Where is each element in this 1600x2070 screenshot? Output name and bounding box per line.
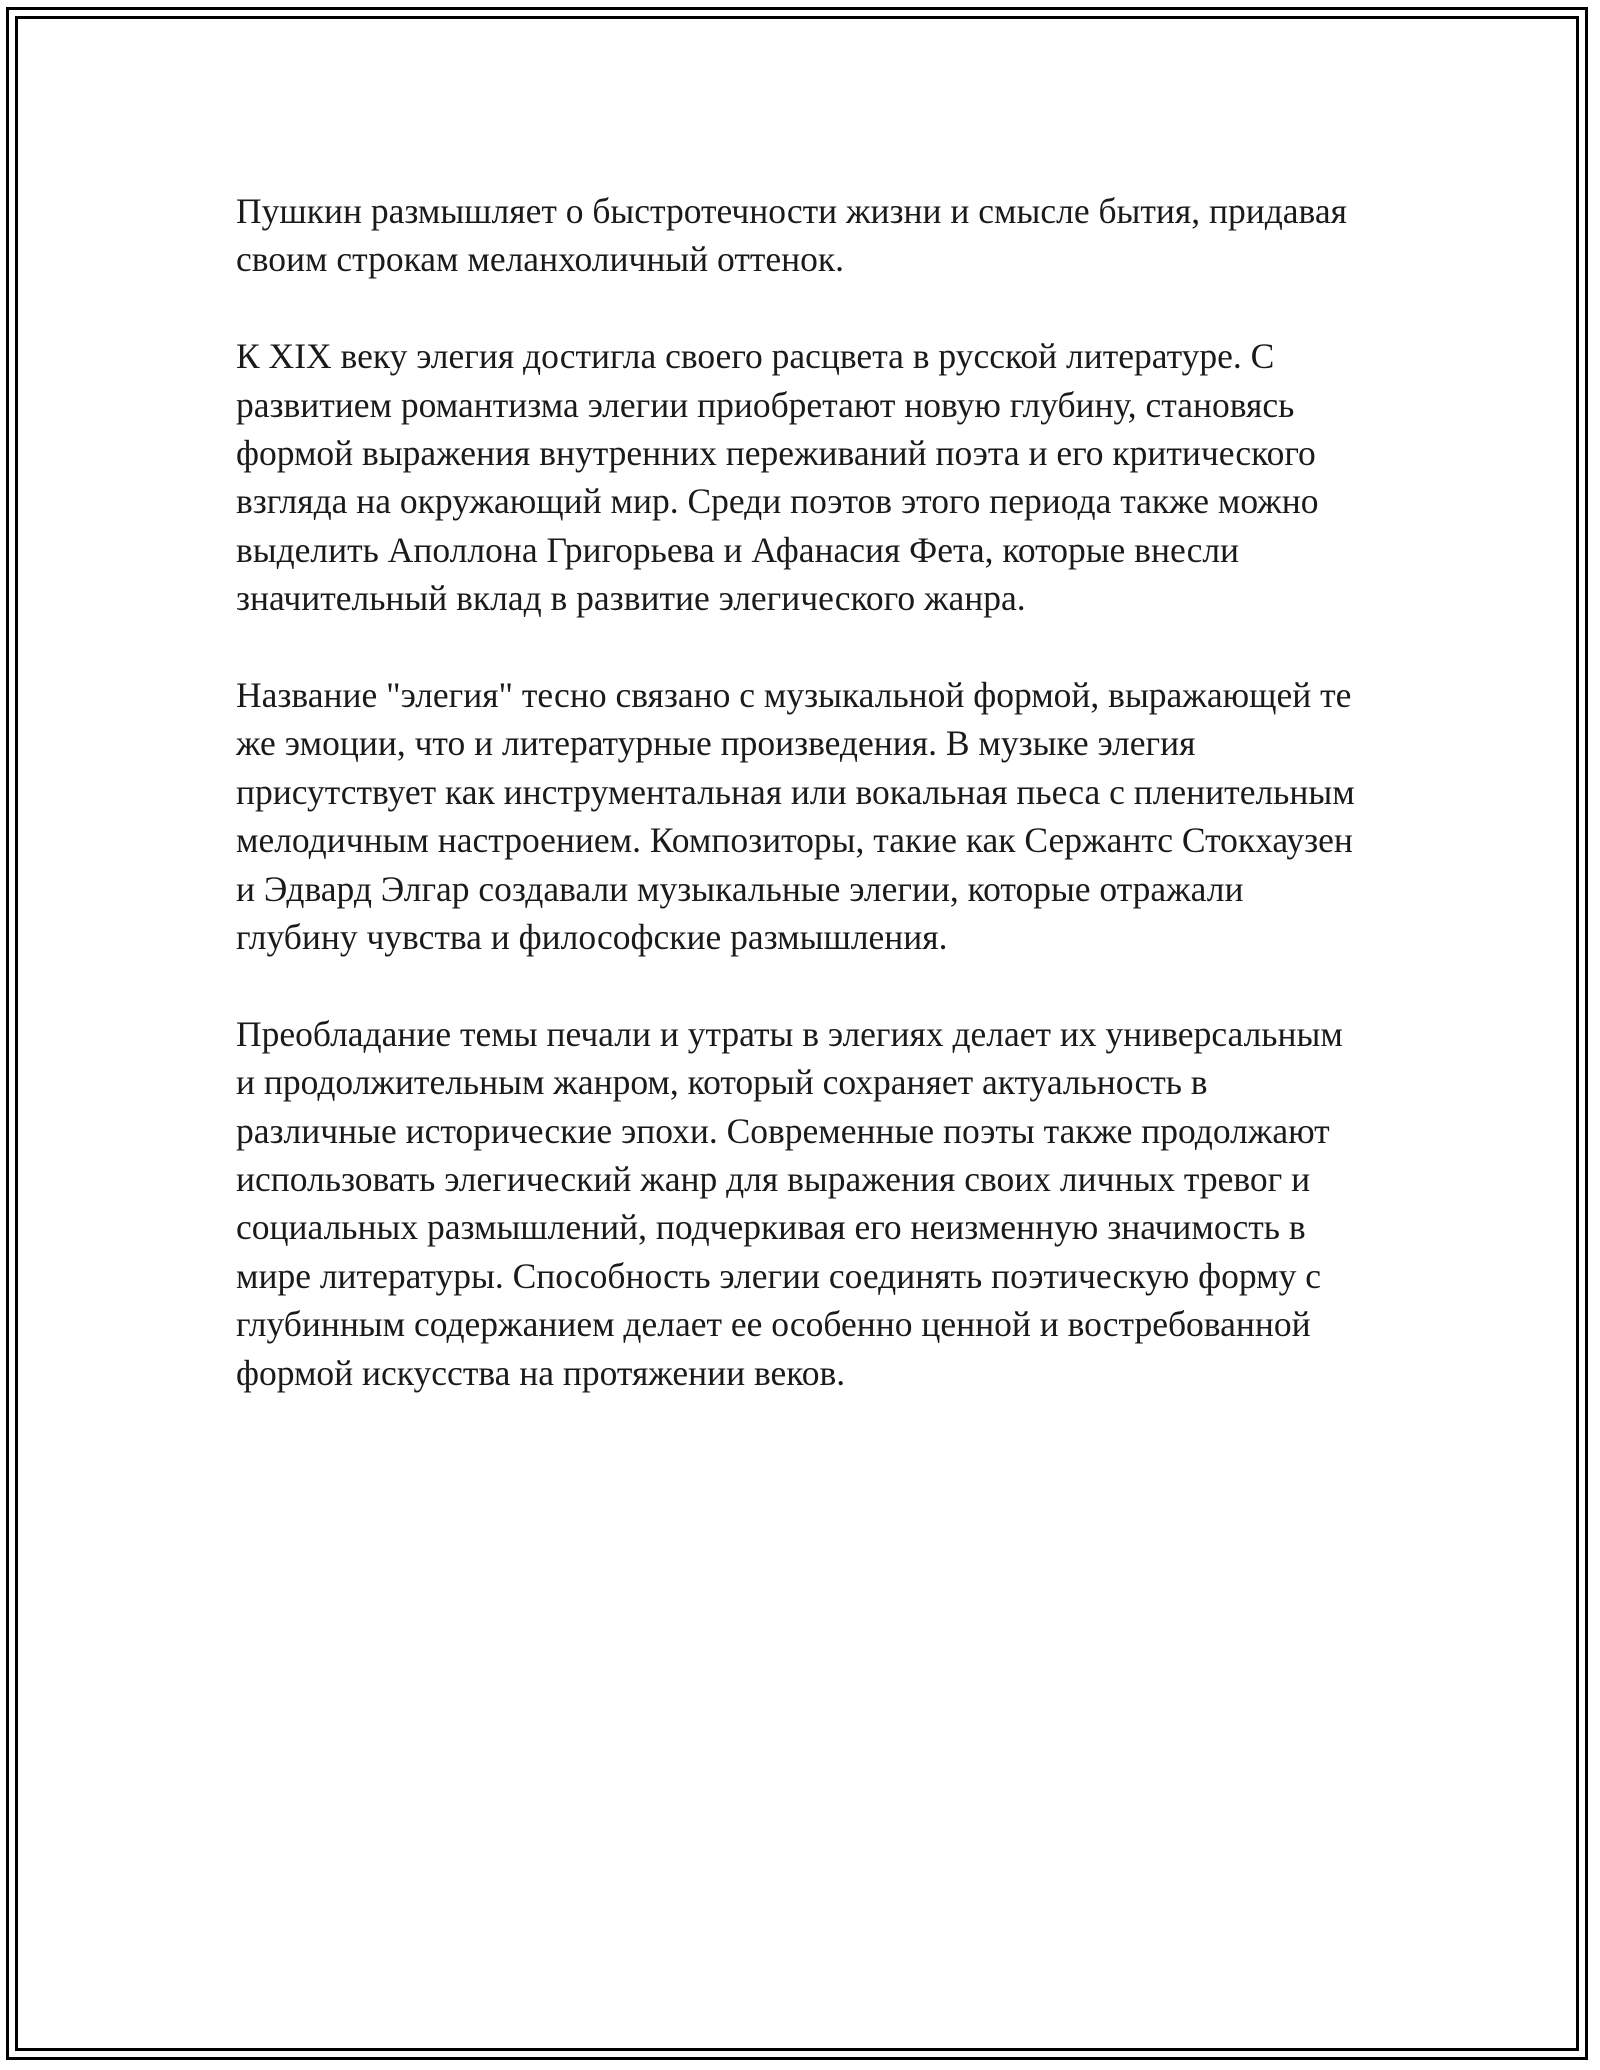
paragraph-xix-century: К XIX веку элегия достигла своего расцвета в русской литературе. С развитием романтизма элегии приобретают новую глубину, становясь формой выражения внутренних переживаний поэта и его критического взгляда на окружающий мир. Среди поэтов этого периода также можно выделить Аполлона Григорьева и Афанасия Фета, которые внесли значительный вклад в развитие элегического жанра. bbox=[236, 336, 1319, 619]
paragraph-music-elegy: Название "элегия" тесно связано с музыкальной формой, выражающей те же эмоции, что и литературные произведения. В музыке элегия присутствует как инструментальная или вокальная пьеса с пленительным мелодичным настроением. Композиторы, такие как Сержантс Стокхаузен и Эдвард Элгар создавали музыкальные элегии, которые отражали глубину чувства и философские размышления. bbox=[236, 675, 1355, 958]
paragraph-pushkin: Пушкин размышляет о быстротечности жизни и смысле бытия, придавая своим строкам меланхоличный оттенок. bbox=[236, 191, 1347, 280]
document-body bbox=[236, 187, 1366, 1446]
paragraph-universality: Преобладание темы печали и утраты в элегиях делает их универсальным и продолжительным жанром, который сохраняет актуальность в различные исторические эпохи. Современные поэты также продолжают использовать элегический жанр для выражения своих личных тревог и социальных размышлений, подчеркивая его неизменную значимость в мире литературы. Способность элегии соединять поэтическую форму с глубинным содержанием делает ее особенно ценной и востребованной формой искусства на протяжении веков. bbox=[236, 1013, 1343, 1393]
